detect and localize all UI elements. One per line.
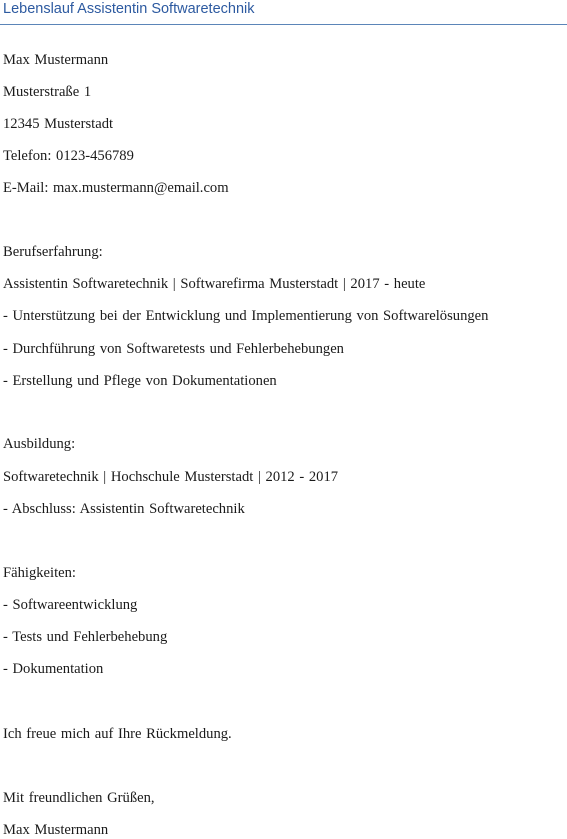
education-heading: Ausbildung:: [3, 436, 76, 452]
closing-signature: Max Mustermann: [3, 822, 109, 838]
skills-heading: Fähigkeiten:: [3, 565, 76, 581]
experience-item: - Erstellung und Pflege von Dokumentationen: [3, 373, 277, 389]
closing-text: Ich freue mich auf Ihre Rückmeldung.: [3, 726, 232, 742]
contact-city: 12345 Musterstadt: [3, 116, 114, 132]
contact-email: E-Mail: max.mustermann@email.com: [3, 180, 229, 196]
education-item: - Abschluss: Assistentin Softwaretechnik: [3, 501, 245, 517]
document-header: [0, 0, 567, 25]
education-entry: Softwaretechnik | Hochschule Musterstadt | 2012 - 2017: [3, 469, 339, 485]
contact-street: Musterstraße 1: [3, 84, 92, 100]
experience-heading: Berufserfahrung:: [3, 244, 103, 260]
contact-phone: Telefon: 0123-456789: [3, 148, 134, 164]
experience-item: - Durchführung von Softwaretests und Fehlerbehebungen: [3, 341, 344, 357]
skills-item: - Softwareentwicklung: [3, 597, 138, 613]
experience-item: - Unterstützung bei der Entwicklung und Implementierung von Softwarelösungen: [3, 308, 489, 324]
experience-position: Assistentin Softwaretechnik | Softwarefirma Musterstadt | 2017 - heute: [3, 276, 426, 292]
skills-item: - Tests und Fehlerbehebung: [3, 629, 168, 645]
skills-item: - Dokumentation: [3, 661, 104, 677]
closing-greeting: Mit freundlichen Grüßen,: [3, 790, 155, 806]
header-title: Lebenslauf Assistentin Softwaretechnik: [3, 1, 255, 17]
contact-name: Max Mustermann: [3, 52, 109, 68]
